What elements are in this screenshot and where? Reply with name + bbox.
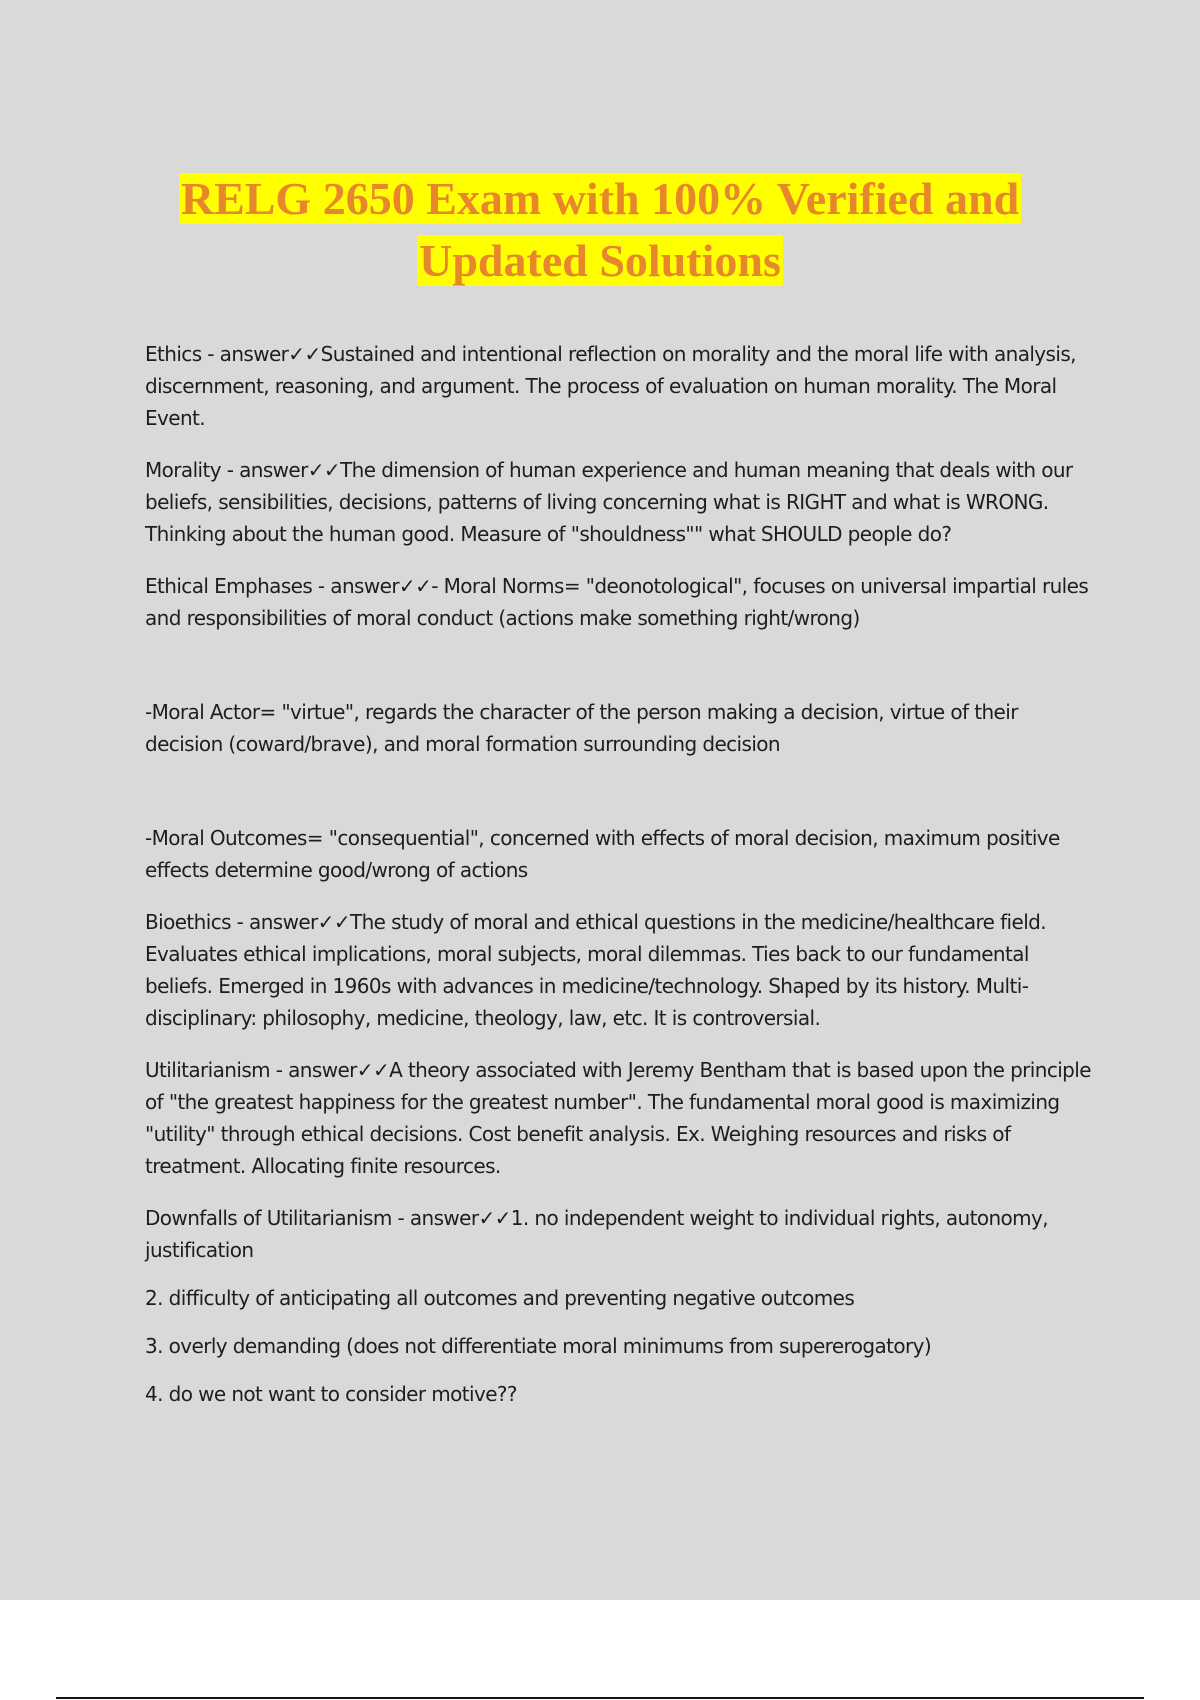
paragraph-bioethics: Bioethics - answer✓✓The study of moral and ethical questions in the medicine/healthcare field. Evaluates ethical implications, moral subjects, moral dilemmas. Ties back to our fundamental beliefs. Emerged in 1960s with advances in medicine/technology. Shaped by its history. Multi-disciplinary: philosophy, medicine, theology, law, etc. It is controversial.	[145, 910, 1047, 1030]
title-line-2: Updated Solutions	[419, 235, 781, 286]
paragraph-morality: Morality - answer✓✓The dimension of human experience and human meaning that deals with our beliefs, sensibilities, decisions, patterns of living concerning what is RIGHT and what is WRONG. Thinking about the human good. Measure of "shouldness"" what SHOULD people do?	[145, 458, 1073, 546]
paragraph-ethics: Ethics - answer✓✓Sustained and intentional reflection on morality and the moral life with analysis, discernment, reasoning, and argument. The process of evaluation on human morality. The Moral Event.	[145, 342, 1076, 430]
document-title	[100, 168, 1100, 292]
paragraph-ethical-emphases: Ethical Emphases - answer✓✓- Moral Norms= "deonotological", focuses on universal impartial rules and responsibilities of moral conduct (actions make something right/wrong)	[145, 574, 1089, 630]
footer-divider	[56, 1697, 1144, 1699]
title-line-1: RELG 2650 Exam with 100% Verified and	[180, 173, 1020, 224]
list-item-downfall-2: 2. difficulty of anticipating all outcomes and preventing negative outcomes	[145, 1286, 855, 1310]
list-item-downfall-3: 3. overly demanding (does not differentiate moral minimums from supererogatory)	[145, 1334, 932, 1358]
list-item-downfall-4: 4. do we not want to consider motive??	[145, 1382, 517, 1406]
paragraph-moral-outcomes: -Moral Outcomes= "consequential", concerned with effects of moral decision, maximum positive effects determine good/wrong of actions	[145, 826, 1060, 882]
document-body	[145, 338, 1095, 1426]
paragraph-downfalls: Downfalls of Utilitarianism - answer✓✓1. no independent weight to individual rights, autonomy, justification	[145, 1206, 1049, 1262]
paragraph-utilitarianism: Utilitarianism - answer✓✓A theory associated with Jeremy Bentham that is based upon the principle of "the greatest happiness for the greatest number". The fundamental moral good is maximizing "utility" through ethical decisions. Cost benefit analysis. Ex. Weighing resources and risks of treatment. Allocating finite resources.	[145, 1058, 1091, 1178]
paragraph-moral-actor: -Moral Actor= "virtue", regards the character of the person making a decision, virtue of their decision (coward/brave), and moral formation surrounding decision	[145, 700, 1018, 756]
